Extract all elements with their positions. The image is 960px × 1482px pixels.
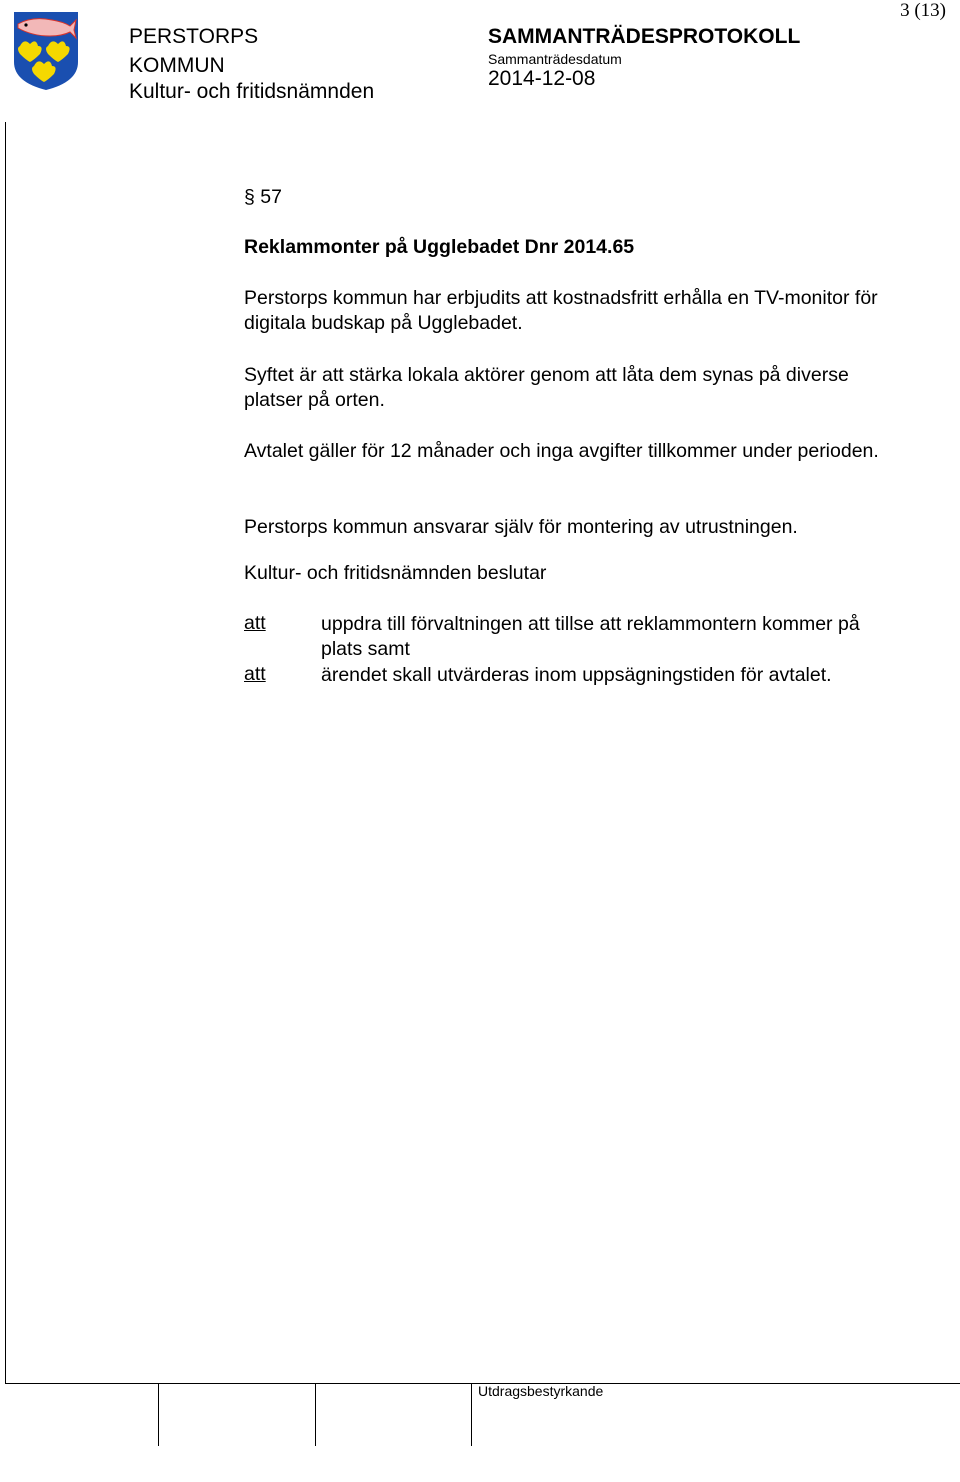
committee-name: Kultur- och fritidsnämnden: [129, 80, 375, 103]
meeting-date: 2014-12-08: [488, 67, 596, 90]
meeting-date-label: Sammanträdesdatum: [488, 51, 622, 67]
org-name-line1: PERSTORPS: [129, 25, 259, 48]
org-name-line2: KOMMUN: [129, 54, 225, 77]
paragraph: Syftet är att stärka lokala aktörer genom att låta dem synas på diverse platser på orten.: [244, 364, 849, 411]
page-number: 3 (13): [900, 0, 946, 21]
paragraph: Perstorps kommun har erbjudits att kostnadsfritt erhålla en TV-monitor för digitala budskap på Ugglebadet.: [244, 287, 878, 334]
extract-certification-label: Utdragsbestyrkande: [478, 1383, 604, 1399]
section-number: § 57: [244, 186, 282, 208]
signature-box-divider: [158, 1383, 159, 1446]
signature-box-divider: [315, 1383, 316, 1446]
protocol-title: SAMMANTRÄDESPROTOKOLL: [488, 25, 801, 48]
decision-intro: Kultur- och fritidsnämnden beslutar: [244, 562, 547, 584]
section-heading: Reklammonter på Ugglebadet Dnr 2014.65: [244, 236, 635, 258]
signature-box-divider: [471, 1383, 472, 1446]
decision-text: uppdra till förvaltningen att tillse att reklammontern kommer på plats samt: [321, 613, 860, 660]
perstorp-coat-of-arms-logo: [12, 10, 80, 92]
paragraph: Avtalet gäller för 12 månader och inga avgifter tillkommer under perioden.: [244, 440, 879, 462]
decision-marker: att: [244, 612, 266, 634]
decision-marker: att: [244, 663, 266, 685]
paragraph: Perstorps kommun ansvarar själv för montering av utrustningen.: [244, 516, 798, 538]
left-margin-rule: [5, 122, 6, 1384]
decision-text: ärendet skall utvärderas inom uppsägningstiden för avtalet.: [321, 664, 832, 686]
